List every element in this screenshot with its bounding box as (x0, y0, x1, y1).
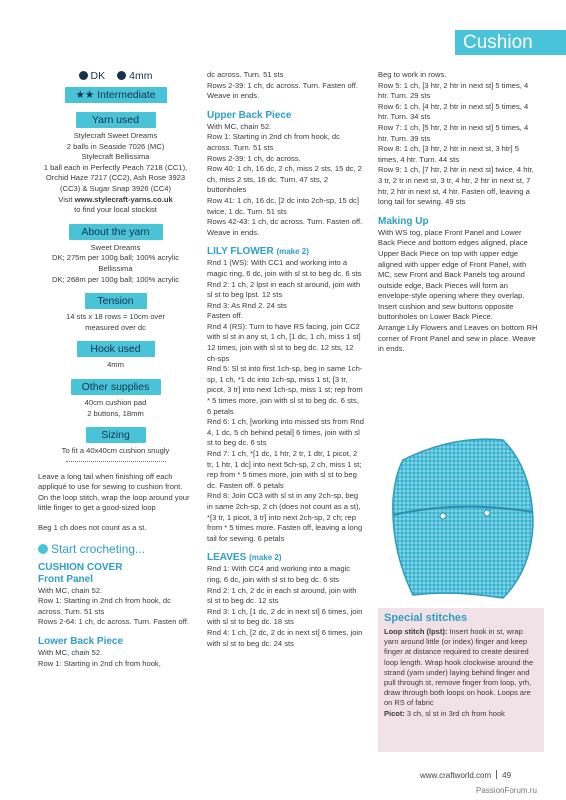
pattern-line: Rnd 8: Join CC3 with sl st in any 2ch-sp, beg in same 2ch-sp, 2 ch (does not count as a st), *[3 tr, 1 picot, 3 tr] into next 2ch-sp, 2 ch; rep from * 5 times more. Fasten off, leaving a long tail for sewing. 6 petals (207, 491, 363, 543)
supplies-block (38, 398, 193, 419)
pattern-line: With MC, chain 52. (38, 585, 103, 595)
pattern-line: Rnd 7: 1 ch, *[1 dc, 1 htr, 2 tr, 1 dtr, 1 picot, 2 tr, 1 htr, 1 dc] into next 5ch-sp, 2 ch, miss 1 st; rep from * 5 times more, join with sl st to beg dc. Fasten off. 6 petals (207, 449, 362, 490)
pattern-line: Rows 42-43: 1 ch, dc across. Turn. Fasten off. Weave in ends. (207, 217, 363, 237)
yarn-line: (CC3) & Sugar Snap 3926 (CC4) (59, 183, 171, 193)
pattern-line: Rnd 5: Sl st into first 1ch-sp, beg in same 1ch-sp, 1 ch, *1 dc into 1ch-sp, miss 1 st, [3 tr, picot, 3 tr] into next 1ch-sp, miss 1 st; rep from * 5 times more, join with sl st to beg dc. 6 sts, 6 petals (207, 364, 363, 416)
visit-line: Visit www.stylecraft-yarns.co.uk (58, 194, 173, 204)
page-number: 49 (502, 771, 512, 780)
visit-suffix: to find your local stockist (74, 205, 157, 215)
pattern-line: Rnd 2: 1 ch, 2 dc in each st around, join with sl st to beg dc. 12 sts (207, 585, 357, 606)
page-title: Cushion (455, 30, 566, 55)
level-badge: ★★ Intermediate (65, 87, 167, 103)
pattern-line: Row 5: 1 ch, [3 htr, 2 htr in next st] 5 times, 4 htr. Turn. 29 sts (378, 80, 529, 101)
lily-flower-heading: LILY FLOWER (make 2) (207, 246, 309, 258)
pattern-line: Row 6: 1 ch, [4 htr, 2 htr in next st] 5 times, 4 htr. Turn. 34 sts (378, 101, 529, 122)
pattern-line: Row 7: 1 ch, [5 htr, 2 htr in next st] 5 times, 4 htr. Turn. 39 sts (378, 122, 529, 143)
front-panel-heading: Front Panel (38, 573, 94, 585)
pattern-line: With MC, chain 52. (38, 648, 103, 658)
tail-note: Leave a long tail when finishing off each appliqué to use for sewing to cushion front. On the loop stitch, wrap the loop around your little finger to get a good-sized loop (38, 471, 190, 513)
making-up-text: With WS tog, place Front Panel and Lower Back Piece and bottom edges aligned, place Upper Back Piece on top with upper edge aligned with upper edge of Front Panel, with MC, sew Front and Back Panels tog around outside edge, Back Pieces will form an envelope-style opening where they overlap. Insert cushion and sew buttons opposite buttonholes on Lower Back Piece. (378, 227, 528, 322)
yarn-line: 1 ball each in Perfectly Peach 7218 (CC1), (43, 162, 188, 172)
pattern-line: With MC, chain 52. (207, 121, 272, 131)
pattern-line: Rows 2-39: 1 ch, dc across. (207, 153, 301, 163)
about-yarn-block (38, 243, 193, 285)
pattern-line: Rnd 4 (RS): Turn to have RS facing, join CC2 with sl st in any st, 1 ch, [1 dc, 1 ch, miss 1 st] 12 times, join with sl st to beg dc. 12 sts, 12 ch-sps (207, 321, 361, 363)
watermark: PassionForum.ru (476, 786, 537, 795)
pattern-line: Row 9: 1 ch, [7 htr, 2 htr in next st] twice, 4 htr, 3 tr, 2 tr in next st, 3 tr, 4 htr, 2 htr in next st, 7 htr, 2 htr in next st, 4 htr. Fasten off, leaving a long tail for sewing. 49 sts (378, 165, 534, 207)
hook-heading: Hook used (77, 341, 155, 357)
yarn-ball-icon (79, 71, 88, 80)
pattern-line: Row 1: Starting in 2nd ch from hook, dc across. Turn. 51 sts (207, 132, 340, 152)
weight-badge: DK (79, 68, 106, 84)
pattern-line: Rows 2-64: 1 ch, dc across. Turn. Fasten off. (38, 617, 189, 627)
button-icon (440, 513, 446, 519)
cushion-cover-heading: CUSHION COVER (38, 561, 123, 573)
column-2 (207, 70, 364, 649)
pattern-line: Row 40: 1 ch, 16 dc, 2 ch, miss 2 sts, 15 dc, 2 ch, miss 2 sts, 16 dc. Turn. 47 sts, 2 buttonholes (207, 164, 362, 195)
pattern-line: dc across. Turn. 51 sts (207, 70, 284, 79)
yarn-used-block (38, 131, 193, 216)
tension-block (38, 312, 193, 333)
pattern-line: Rows 2-39: 1 ch, dc across. Turn. Fasten off. Weave in ends. (207, 80, 358, 101)
yarn-line: Stylecraft Sweet Dreams (73, 131, 158, 140)
hook-icon (117, 71, 126, 80)
footer-site[interactable]: www.craftworld.com (420, 771, 492, 780)
pattern-line: Rnd 6: 1 ch, [working into missed sts from Rnd 4, 1 dc, 5 ch behind petal] 6 times, join with sl st to beg dc. 6 sts (207, 417, 364, 448)
column-1 (38, 70, 193, 669)
tension-line: measured over dc (85, 322, 146, 332)
special-stitches-box (378, 608, 544, 752)
cushion-photo (383, 430, 538, 600)
supplies-heading: Other supplies (71, 379, 161, 395)
pattern-line: Row 8: 1 ch, [3 htr, 2 htr in next st, 3 htr] 5 times, 4 htr. Turn. 44 sts (378, 144, 519, 164)
button-icon (484, 510, 490, 516)
pattern-line: Rnd 1: With CC4 and working into a magic ring, 6 dc, join with sl st to beg dc. 6 sts (207, 564, 351, 584)
tension-line: 14 sts x 18 rows = 10cm over (66, 312, 165, 322)
pattern-line: Rnd 4: 1 ch, [2 dc, 2 dc in next st] 6 times, join with sl st to beg dc. 24 sts (207, 627, 363, 648)
column-3 (378, 70, 538, 355)
making-up-text: Arrange Lily Flowers and Leaves on bottom RH corner of Front Panel and sew in place. Weave in ends. (378, 323, 538, 354)
making-up-heading: Making Up (378, 215, 429, 227)
about-line: DK; 268m per 100g ball; 100% acrylic (51, 274, 180, 284)
tension-heading: Tension (85, 293, 147, 309)
loop-stitch-text: Loop stitch (lpst): Insert hook in st, wrap yarn around little (or index) finger and keep finger at distance required to create desired loop length. Wrap hook clockwise around the strand (yarn under) laying behind finger and pull through st, remove finger from loop, yrh, draw through both loops on hook. Loops are on RS of fabric (384, 627, 534, 708)
leaves-heading: LEAVES (make 2) (207, 552, 282, 564)
picot-text: Picot: 3 ch, sl st in 3rd ch from hook (384, 708, 505, 718)
supplies-line: 2 buttons, 18mm (87, 408, 144, 418)
sizing-block (38, 446, 193, 457)
pattern-line: Fasten off. (207, 311, 243, 321)
about-line: Sweet Dreams (90, 242, 141, 252)
supplies-line: 40cm cushion pad (84, 397, 147, 407)
pattern-line: Row 1: Starting in 2nd ch from hook, dc across. Turn. 51 sts (38, 596, 171, 616)
yarn-line: Stylecraft Bellissima (81, 152, 150, 162)
hook-block (38, 360, 193, 371)
yarn-line: Orchid Haze 7217 (CC2), Ash Rose 3923 (45, 173, 186, 183)
pattern-line: Rnd 3: As Rnd 2. 24 sts (207, 300, 287, 310)
hook-badge: 4mm (117, 68, 152, 84)
pattern-line: Rnd 2: 1 ch, 2 lpst in each st around, join with sl st to beg lpst. 12 sts (207, 279, 361, 300)
pattern-line: Row 41: 1 ch, 16 dc, [2 dc into 2ch-sp, 15 dc] twice, 1 dc. Turn. 51 sts (207, 195, 359, 216)
meta-row (38, 68, 193, 84)
pattern-line: Row 1: Starting in 2nd ch from hook, (38, 658, 161, 668)
hook-line: 4mm (107, 360, 124, 370)
cushion-body (393, 439, 533, 598)
pattern-line: Rnd 1 (WS): With CC1 and working into a magic ring, 6 dc, join with sl st to beg dc. 6 sts (207, 258, 362, 278)
yarn-used-heading: Yarn used (76, 112, 156, 128)
cushion-illustration (383, 430, 538, 600)
sizing-heading: Sizing (86, 427, 146, 443)
about-line: Bellissima (98, 263, 133, 273)
sizing-line: To fit a 40x40cm cushion snugly (61, 446, 170, 456)
about-yarn-heading: About the yarn (69, 224, 163, 240)
pattern-line: Rnd 3: 1 ch, [1 dc, 2 dc in next st] 6 times, join with sl st to beg dc. 18 sts (207, 606, 363, 627)
pattern-line: Beg to work in rows. (378, 70, 447, 79)
lower-back-heading: Lower Back Piece (38, 636, 124, 648)
crochet-icon (38, 544, 48, 554)
about-line: DK; 275m per 100g ball; 100% acrylic (51, 253, 180, 263)
start-heading: Start crocheting... (38, 542, 193, 556)
divider (66, 461, 166, 462)
yarn-line: 2 balls in Seaside 7026 (MC) (66, 141, 165, 151)
upper-back-heading: Upper Back Piece (207, 109, 292, 121)
stockist-link[interactable]: www.stylecraft-yarns.co.uk (74, 194, 173, 204)
beg-note: Beg 1 ch does not count as a st. (38, 523, 147, 533)
page-footer (420, 770, 511, 780)
special-stitches-heading: Special stitches (384, 612, 468, 624)
